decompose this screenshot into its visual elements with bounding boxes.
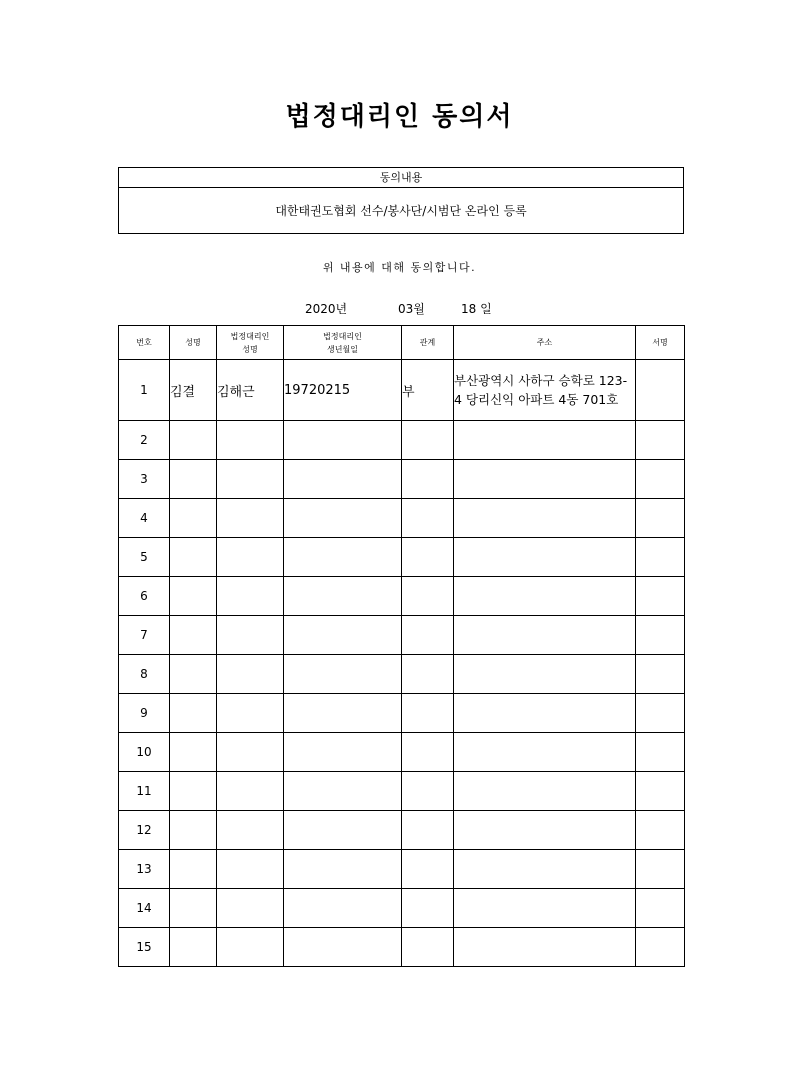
- cell-relation: [402, 577, 454, 616]
- cell-relation: [402, 421, 454, 460]
- date-month: 03월: [398, 302, 425, 316]
- header-rep-name-line2: 성명: [242, 344, 258, 354]
- table-row: [119, 772, 685, 811]
- cell-address: [454, 538, 636, 577]
- cell-name: [170, 850, 217, 889]
- cell-no: 11: [119, 772, 170, 811]
- cell-no: 15: [119, 928, 170, 967]
- guardian-table: [118, 325, 685, 967]
- cell-address: 부산광역시 사하구 승학로 123-4 당리신익 아파트 4동 701호: [454, 360, 636, 421]
- header-signature: 서명: [636, 326, 685, 360]
- cell-signature: [636, 655, 685, 694]
- cell-rep-name: [217, 733, 284, 772]
- cell-rep-birth: [284, 850, 402, 889]
- cell-rep-name: 김해근: [217, 360, 284, 421]
- table-row: [119, 655, 685, 694]
- cell-rep-name: [217, 811, 284, 850]
- table-row: [119, 360, 685, 421]
- cell-rep-birth: 19720215: [284, 360, 402, 421]
- table-row: [119, 928, 685, 967]
- header-no: 번호: [119, 326, 170, 360]
- cell-rep-name: [217, 694, 284, 733]
- cell-rep-birth: [284, 538, 402, 577]
- date-day: 18 일: [461, 302, 492, 316]
- cell-address: [454, 850, 636, 889]
- cell-no: 14: [119, 889, 170, 928]
- cell-rep-birth: [284, 421, 402, 460]
- header-rep-birth-line2: 생년월일: [327, 344, 358, 354]
- cell-name: [170, 460, 217, 499]
- table-row: [119, 889, 685, 928]
- cell-signature: [636, 460, 685, 499]
- cell-rep-birth: [284, 889, 402, 928]
- cell-rep-birth: [284, 499, 402, 538]
- table-row: [119, 421, 685, 460]
- agreement-statement: 위 내용에 대해 동의합니다.: [322, 261, 477, 274]
- table-row: [119, 733, 685, 772]
- cell-relation: [402, 499, 454, 538]
- cell-rep-name: [217, 850, 284, 889]
- cell-rep-name: [217, 772, 284, 811]
- cell-rep-name: [217, 577, 284, 616]
- cell-relation: [402, 694, 454, 733]
- cell-name: [170, 499, 217, 538]
- cell-address: [454, 421, 636, 460]
- cell-signature: [636, 733, 685, 772]
- cell-relation: [402, 460, 454, 499]
- cell-name: [170, 811, 217, 850]
- cell-rep-birth: [284, 733, 402, 772]
- header-rep-name: [217, 326, 284, 360]
- cell-signature: [636, 360, 685, 421]
- cell-signature: [636, 928, 685, 967]
- cell-no: 5: [119, 538, 170, 577]
- cell-relation: [402, 811, 454, 850]
- table-row: [119, 460, 685, 499]
- cell-rep-name: [217, 499, 284, 538]
- cell-address: [454, 811, 636, 850]
- cell-name: [170, 538, 217, 577]
- table-row: [119, 850, 685, 889]
- date-year: 2020년: [305, 302, 348, 316]
- cell-no: 10: [119, 733, 170, 772]
- cell-name: 김결: [170, 360, 217, 421]
- cell-rep-birth: [284, 928, 402, 967]
- table-row: [119, 616, 685, 655]
- cell-rep-name: [217, 538, 284, 577]
- cell-relation: [402, 733, 454, 772]
- cell-signature: [636, 694, 685, 733]
- cell-rep-name: [217, 928, 284, 967]
- cell-relation: [402, 772, 454, 811]
- cell-address: [454, 733, 636, 772]
- header-name: 성명: [170, 326, 217, 360]
- document-title: 법정대리인 동의서: [285, 102, 514, 132]
- cell-rep-birth: [284, 577, 402, 616]
- cell-relation: [402, 655, 454, 694]
- cell-address: [454, 616, 636, 655]
- header-rep-birth-line1: 법정대리인: [323, 331, 362, 341]
- cell-no: 9: [119, 694, 170, 733]
- header-relation: 관계: [402, 326, 454, 360]
- cell-rep-name: [217, 616, 284, 655]
- cell-name: [170, 655, 217, 694]
- consent-header: 동의내용: [119, 168, 683, 188]
- cell-rep-name: [217, 889, 284, 928]
- cell-no: 7: [119, 616, 170, 655]
- cell-relation: [402, 538, 454, 577]
- cell-relation: [402, 928, 454, 967]
- cell-address: [454, 694, 636, 733]
- cell-name: [170, 694, 217, 733]
- cell-rep-birth: [284, 694, 402, 733]
- cell-name: [170, 577, 217, 616]
- header-address: 주소: [454, 326, 636, 360]
- cell-no: 8: [119, 655, 170, 694]
- cell-address: [454, 577, 636, 616]
- cell-name: [170, 928, 217, 967]
- cell-name: [170, 889, 217, 928]
- cell-address: [454, 889, 636, 928]
- cell-rep-birth: [284, 772, 402, 811]
- header-rep-name-line1: 법정대리인: [230, 331, 270, 341]
- cell-no: 2: [119, 421, 170, 460]
- cell-relation: [402, 616, 454, 655]
- cell-signature: [636, 889, 685, 928]
- cell-no: 1: [119, 360, 170, 421]
- cell-address: [454, 772, 636, 811]
- cell-address: [454, 460, 636, 499]
- cell-no: 6: [119, 577, 170, 616]
- table-row: [119, 499, 685, 538]
- cell-no: 3: [119, 460, 170, 499]
- cell-no: 12: [119, 811, 170, 850]
- consent-box: [118, 167, 684, 234]
- cell-rep-birth: [284, 655, 402, 694]
- cell-address: [454, 499, 636, 538]
- cell-rep-name: [217, 655, 284, 694]
- cell-rep-birth: [284, 811, 402, 850]
- header-rep-birth: [284, 326, 402, 360]
- cell-signature: [636, 772, 685, 811]
- table-header-row: [119, 326, 685, 360]
- cell-no: 4: [119, 499, 170, 538]
- cell-relation: [402, 850, 454, 889]
- cell-signature: [636, 499, 685, 538]
- cell-name: [170, 772, 217, 811]
- table-row: [119, 538, 685, 577]
- cell-signature: [636, 850, 685, 889]
- cell-signature: [636, 616, 685, 655]
- cell-signature: [636, 538, 685, 577]
- cell-rep-name: [217, 421, 284, 460]
- table-row: [119, 577, 685, 616]
- table-row: [119, 694, 685, 733]
- cell-rep-name: [217, 460, 284, 499]
- cell-rep-birth: [284, 460, 402, 499]
- cell-name: [170, 733, 217, 772]
- table-row: [119, 811, 685, 850]
- cell-no: 13: [119, 850, 170, 889]
- cell-relation: [402, 889, 454, 928]
- cell-rep-birth: [284, 616, 402, 655]
- cell-name: [170, 616, 217, 655]
- cell-name: [170, 421, 217, 460]
- consent-content: 대한태권도협회 선수/봉사단/시범단 온라인 등록: [275, 204, 527, 218]
- cell-address: [454, 655, 636, 694]
- cell-signature: [636, 811, 685, 850]
- cell-relation: 부: [402, 360, 454, 421]
- cell-signature: [636, 577, 685, 616]
- cell-address: [454, 928, 636, 967]
- cell-signature: [636, 421, 685, 460]
